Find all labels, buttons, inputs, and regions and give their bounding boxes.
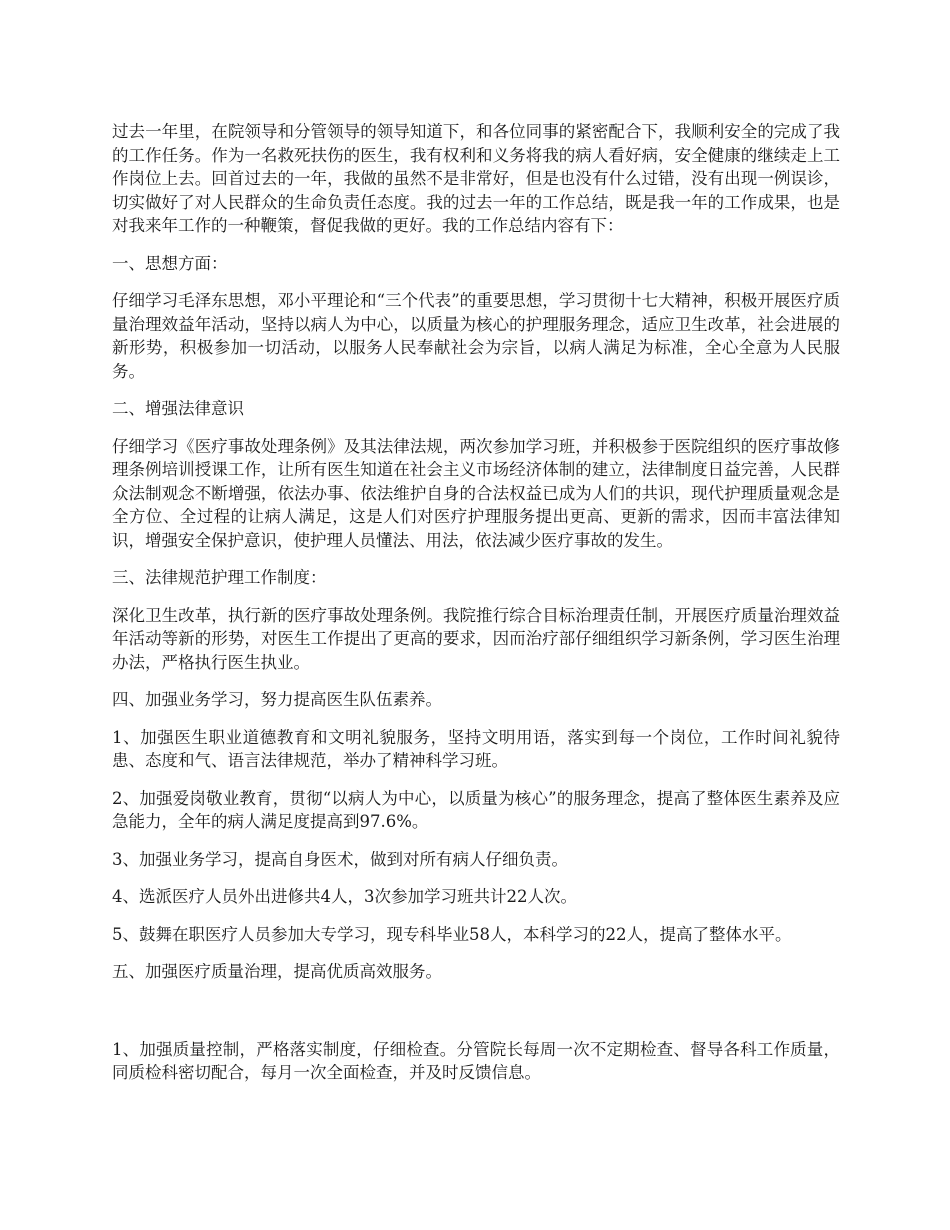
section-heading-business-study: 四、加强业务学习，努力提高医生队伍素养。 <box>112 690 442 709</box>
list-item: 1、加强医生职业道德教育和文明礼貌服务，坚持文明用语，落实到每一个岗位，工作时间礼貌待患、态度和气、语言法律规范，举办了精神科学习班。 <box>112 727 840 770</box>
section-heading-quality: 五、加强医疗质量治理，提高优质高效服务。 <box>112 962 442 981</box>
blank-space <box>112 998 840 1038</box>
section-body-nursing-rules: 深化卫生改革，执行新的医疗事故处理条例。我院推行综合目标治理责任制，开展医疗质量治理效益年活动等新的形势，对医生工作提出了更高的要求，因而治疗部仔细组织学习新条例，学习医生治理办法，严格执行医生执业。 <box>112 605 840 672</box>
list-item: 3、加强业务学习，提高自身医术，做到对所有病人仔细负责。 <box>112 849 568 869</box>
list-item: 2、加强爱岗敬业教育，贯彻“以病人为中心，以质量为核心”的服务理念，提高了整体医生素养及应急能力，全年的病人满足度提高到97.6%。 <box>112 788 840 831</box>
list-item: 4、选派医疗人员外出进修共4人，3次参加学习班共计22人次。 <box>112 887 577 906</box>
section-body-thought: 仔细学习毛泽东思想，邓小平理论和“三个代表”的重要思想，学习贯彻十七大精神，积极开展医疗质量治理效益年活动，坚持以病人为中心，以质量为核心的护理服务理念，适应卫生改革，社会进展的新形势，积极参加一切活动，以服务人民奉献社会为宗旨，以病人满足为标准，全心全意为人民服务。 <box>112 291 840 381</box>
section-body-legal-awareness: 仔细学习《医疗事故处理条例》及其法律法规，两次参加学习班，并积极参于医院组织的医疗事故修理条例培训授课工作，让所有医生知道在社会主义市场经济体制的建立，法律制度日益完善，人民群众法制观念不断增强，依法办事、依法维护自身的合法权益已成为人们的共识，现代护理质量观念是全方位、全过程的让病人满足，这是人们对医疗护理服务提出更高、更新的需求，因而丰富法律知识，增强安全保护意识，使护理人员懂法、用法，依法减少医疗事故的发生。 <box>112 436 840 550</box>
document-body <box>112 120 840 1099</box>
section-heading-thought: 一、思想方面： <box>112 253 228 273</box>
intro-paragraph: 过去一年里，在院领导和分管领导的领导知道下，和各位同事的紧密配合下，我顺利安全的完成了我的工作任务。作为一名救死扶伤的医生，我有权利和义务将我的病人看好病，安全健康的继续走上工作岗位上去。回首过去的一年，我做的虽然不是非常好，但是也没有什么过错，没有出现一例误诊，切实做好了对人民群众的生命负责任态度。我的过去一年的工作总结，既是我一年的工作成果，也是对我来年工作的一种鞭策，督促我做的更好。我的工作总结内容有下： <box>112 122 840 235</box>
section-heading-legal-awareness: 二、增强法律意识 <box>112 399 244 418</box>
list-item: 5、鼓舞在职医疗人员参加大专学习，现专科毕业58人，本科学习的22人，提高了整体水平。 <box>112 924 792 944</box>
list-item: 1、加强质量控制，严格落实制度，仔细检查。分管院长每周一次不定期检查、督导各科工作质量，同质检科密切配合，每月一次全面检查，并及时反馈信息。 <box>112 1039 840 1082</box>
section-heading-nursing-rules: 三、法律规范护理工作制度： <box>112 568 327 587</box>
